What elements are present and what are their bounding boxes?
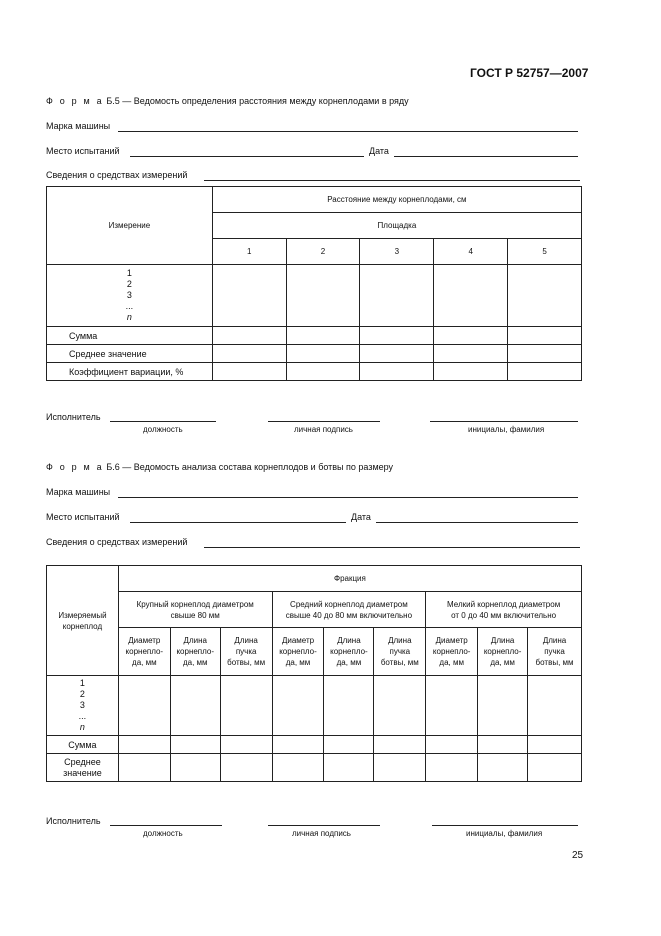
header-line: корнепло- (125, 647, 164, 656)
header-line: да, мм (439, 658, 464, 667)
col-root-line: Измеряемый (58, 610, 107, 620)
row-number: n (126, 312, 132, 322)
form6-date-field[interactable] (376, 522, 578, 523)
form6-machine-field[interactable] (118, 497, 578, 498)
row-average-line: Среднее (64, 756, 101, 767)
data-cell[interactable] (170, 754, 220, 782)
data-cell[interactable] (118, 736, 170, 754)
subcol-root-length (478, 628, 528, 676)
plot-1: 1 (212, 239, 286, 265)
form5-machine-label: Марка машины (46, 121, 111, 131)
form5-signature-field[interactable] (268, 421, 380, 422)
col-fraction: Фракция (118, 566, 581, 592)
row-number: ... (125, 301, 134, 311)
header-line: Диаметр (281, 636, 315, 645)
form6-means-field[interactable] (204, 547, 580, 548)
group-small (426, 592, 582, 628)
data-cell[interactable] (426, 736, 478, 754)
data-cell[interactable] (118, 676, 170, 736)
form6-prefix: Ф о р м а (46, 462, 104, 472)
subcol-diameter (118, 628, 170, 676)
col-root-line: корнеплод (62, 621, 103, 631)
form5-name-field[interactable] (430, 421, 578, 422)
col-root (47, 566, 119, 676)
col-distance: Расстояние между корнеплодами, см (212, 187, 581, 213)
plot-4: 4 (434, 239, 508, 265)
col-measure: Измерение (47, 187, 213, 265)
header-line: пучка (235, 647, 257, 656)
form5-name-caption: инициалы, фамилия (468, 425, 545, 434)
header-line: Длина (234, 636, 258, 645)
header-line: пучка (389, 647, 411, 656)
form6-signature-caption: личная подпись (292, 829, 351, 838)
group-line: от 0 до 40 мм включительно (451, 610, 557, 620)
data-cell[interactable] (118, 754, 170, 782)
header-line: Длина (337, 636, 361, 645)
data-cell[interactable] (212, 363, 286, 381)
data-cell[interactable] (220, 676, 272, 736)
group-line: Мелкий корнеплод диаметром (447, 599, 561, 609)
data-cell[interactable] (374, 736, 426, 754)
header-line: корнепло- (483, 647, 522, 656)
subcol-root-length (324, 628, 374, 676)
row-numbers (47, 265, 213, 327)
subcol-diameter (426, 628, 478, 676)
group-line: свыше 80 мм (170, 610, 220, 620)
row-numbers (47, 676, 119, 736)
data-cell[interactable] (508, 363, 582, 381)
header-line: корнепло- (176, 647, 215, 656)
form5-date-label: Дата (369, 146, 389, 156)
data-cell[interactable] (360, 327, 434, 345)
data-cell[interactable] (528, 754, 582, 782)
data-cell[interactable] (478, 736, 528, 754)
group-large (118, 592, 272, 628)
data-cell[interactable] (528, 676, 582, 736)
form5-place-label: Место испытаний (46, 146, 120, 156)
subcol-diameter (272, 628, 324, 676)
form5-machine-field[interactable] (118, 131, 578, 132)
row-number: 3 (79, 700, 85, 710)
header-line: Диаметр (128, 636, 161, 645)
group-line: Средний корнеплод диаметром (290, 599, 408, 609)
data-cell[interactable] (212, 327, 286, 345)
header-line: да, мм (132, 658, 157, 667)
form5-table (46, 186, 582, 381)
group-line: Крупный корнеплод диаметром (136, 599, 254, 609)
data-cell[interactable] (434, 265, 508, 327)
header-line: ботвы, мм (380, 658, 419, 667)
form6-title-text: Б.6 — Ведомость анализа состава корнеплодов и ботвы по размеру (106, 462, 394, 472)
form6-name-field[interactable] (432, 825, 578, 826)
data-cell[interactable] (272, 736, 324, 754)
form6-table (46, 565, 582, 782)
header-line: корнепло- (330, 647, 368, 656)
form6-title (46, 462, 393, 472)
form6-position-field[interactable] (110, 825, 222, 826)
row-average: Среднее значение (47, 345, 213, 363)
data-cell[interactable] (170, 676, 220, 736)
data-cell[interactable] (528, 736, 582, 754)
data-cell[interactable] (286, 345, 360, 363)
row-number: 2 (126, 279, 132, 289)
plot-2: 2 (286, 239, 360, 265)
form5-title-text: Б.5 — Ведомость определения расстояния между корнеплодами в ряду (106, 96, 409, 106)
header-line: да, мм (490, 658, 515, 667)
form6-executor-label: Исполнитель (46, 816, 101, 826)
form5-place-field[interactable] (130, 156, 364, 157)
header-line: ботвы, мм (535, 658, 574, 667)
form5-executor-label: Исполнитель (46, 412, 101, 422)
form5-date-field[interactable] (394, 156, 578, 157)
data-cell[interactable] (286, 327, 360, 345)
form6-name-caption: инициалы, фамилия (466, 829, 543, 838)
data-cell[interactable] (508, 345, 582, 363)
subcol-tops-length (220, 628, 272, 676)
row-number: 1 (79, 678, 85, 688)
form6-means-label: Сведения о средствах измерений (46, 537, 188, 547)
row-number: 1 (126, 268, 132, 278)
standard-number: ГОСТ Р 52757—2007 (470, 66, 589, 80)
header-line: Диаметр (435, 636, 468, 645)
data-cell[interactable] (360, 265, 434, 327)
group-medium (272, 592, 426, 628)
subcol-root-length (170, 628, 220, 676)
row-number: 3 (126, 290, 132, 300)
row-average-line: значение (63, 767, 102, 778)
row-number: n (79, 722, 85, 732)
data-cell[interactable] (212, 265, 286, 327)
form6-position-caption: должность (143, 829, 183, 838)
data-cell[interactable] (286, 363, 360, 381)
data-cell[interactable] (434, 345, 508, 363)
data-cell[interactable] (426, 676, 478, 736)
form5-title (46, 96, 409, 106)
header-line: Длина (183, 636, 207, 645)
form6-place-label: Место испытаний (46, 512, 120, 522)
col-plot: Площадка (212, 213, 581, 239)
data-cell[interactable] (220, 754, 272, 782)
data-cell[interactable] (374, 754, 426, 782)
header-line: корнепло- (279, 647, 317, 656)
header-line: да, мм (182, 658, 208, 667)
header-line: пучка (544, 647, 565, 656)
row-sum: Сумма (47, 736, 119, 754)
data-cell[interactable] (324, 736, 374, 754)
data-cell[interactable] (508, 327, 582, 345)
form6-place-field[interactable] (130, 522, 346, 523)
data-cell[interactable] (286, 265, 360, 327)
form6-signature-field[interactable] (268, 825, 380, 826)
row-average (47, 754, 119, 782)
header-line: Длина (490, 636, 515, 645)
data-cell[interactable] (426, 754, 478, 782)
data-cell[interactable] (508, 265, 582, 327)
form5-means-label: Сведения о средствах измерений (46, 170, 188, 180)
subcol-tops-length (528, 628, 582, 676)
plot-3: 3 (360, 239, 434, 265)
form5-prefix: Ф о р м а (46, 96, 104, 106)
data-cell[interactable] (478, 676, 528, 736)
data-cell[interactable] (324, 754, 374, 782)
plot-5: 5 (508, 239, 582, 265)
data-cell[interactable] (478, 754, 528, 782)
group-line: свыше 40 до 80 мм включительно (285, 610, 413, 620)
header-line: да, мм (285, 658, 311, 667)
form6-date-label: Дата (351, 512, 371, 522)
data-cell[interactable] (374, 676, 426, 736)
header-line: ботвы, мм (227, 658, 266, 667)
form5-position-caption: должность (143, 425, 183, 434)
data-cell[interactable] (434, 327, 508, 345)
header-line: корнепло- (432, 647, 471, 656)
form5-position-field[interactable] (110, 421, 216, 422)
header-line: да, мм (336, 658, 362, 667)
data-cell[interactable] (220, 736, 272, 754)
form6-machine-label: Марка машины (46, 487, 111, 497)
data-cell[interactable] (324, 676, 374, 736)
data-cell[interactable] (272, 754, 324, 782)
page-number: 25 (572, 850, 584, 861)
data-cell[interactable] (360, 363, 434, 381)
header-line: Длина (542, 636, 567, 645)
header-line: Длина (388, 636, 412, 645)
data-cell[interactable] (170, 736, 220, 754)
data-cell[interactable] (434, 363, 508, 381)
row-number: ... (78, 711, 87, 721)
row-number: 2 (79, 689, 85, 699)
data-cell[interactable] (360, 345, 434, 363)
data-cell[interactable] (272, 676, 324, 736)
data-cell[interactable] (212, 345, 286, 363)
form5-means-field[interactable] (204, 180, 580, 181)
subcol-tops-length (374, 628, 426, 676)
row-sum: Сумма (47, 327, 213, 345)
row-variation: Коэффициент вариации, % (47, 363, 213, 381)
form5-signature-caption: личная подпись (294, 425, 353, 434)
